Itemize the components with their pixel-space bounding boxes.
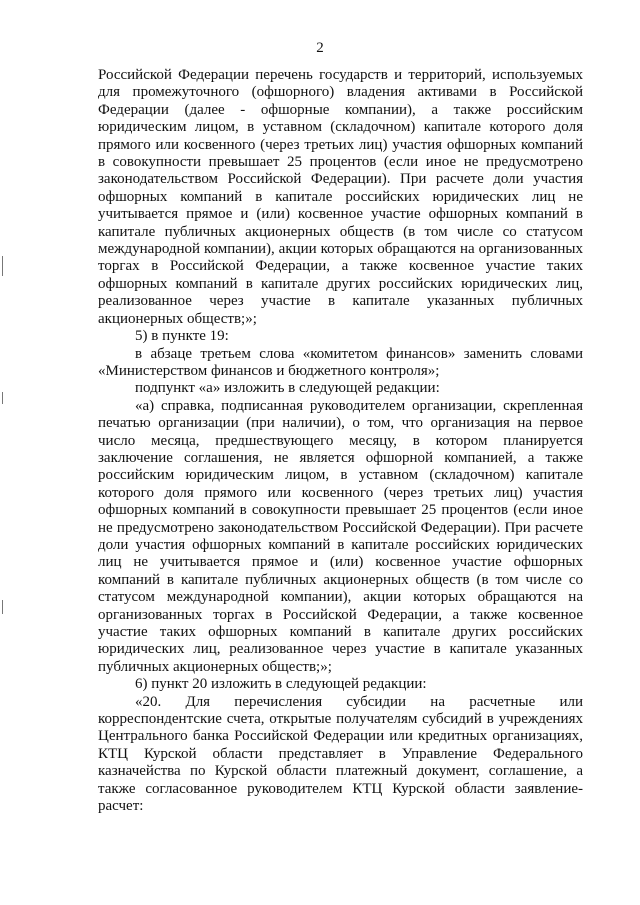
paragraph: 5) в пункте 19: (135, 328, 229, 345)
scan-edge-mark (2, 256, 3, 276)
paragraph: 6) пункт 20 изложить в следующей редакции: (135, 676, 427, 693)
paragraph: в абзаце третьем слова «комитетом финансов» заменить словами «Министерством финансов и бюджетного контроля»; (98, 345, 583, 379)
paragraph: Российской Федерации перечень государств и территорий, используемых для промежуточного (офшорного) владения активами в Российской Федерации (далее - офшорные компании), а также российским юридическим лицом, в уставном (складочном) капитале которого доля прямого или косвенного (через третьих лиц) участия офшорных компаний в совокупности превышает 25 процентов (если иное не предусмотрено законодательством Российской Федерации). При расчете доли участия офшорных компаний в капитале российских юридических лиц не учитывается прямое и (или) косвенное участие офшорных компаний в капитале публичных акционерных обществ (в том числе со статусом международной компании), акции которых обращаются на организованных торгах в Российской Федерации, а также косвенное участие таких офшорных компаний в капитале других российских юридических лиц, реализованное через участие в капитале указанных публичных акционерных обществ;»; (98, 67, 583, 327)
paragraph: подпункт «а» изложить в следующей редакции: (135, 380, 440, 397)
scan-edge-mark (2, 600, 3, 614)
scan-edge-mark (2, 392, 3, 404)
document-body (98, 67, 583, 815)
paragraph: «20. Для перечисления субсидии на расчетные или корреспондентские счета, открытые получателям субсидий в учреждениях Центрального банка Российской Федерации или кредитных организациях, КТЦ Курской области представляет в Управление Федерального казначейства по Курской области платежный документ, соглашение, а также согласованное руководителем КТЦ Курской области заявление-расчет: (98, 693, 583, 815)
page-number: 2 (316, 40, 324, 56)
paragraph: «а) справка, подписанная руководителем организации, скрепленная печатью организации (при наличии), о том, что организация на первое число месяца, предшествующего месяцу, в котором планируется заключение соглашения, не является офшорной компанией, а также российским юридическим лицом, в уставном (складочном) капитале которого доля прямого или косвенного (через третьих лиц) участия офшорных компаний в совокупности превышает 25 процентов (если иное не предусмотрено законодательством Российской Федерации). При расчете доли участия офшорных компаний в капитале российских юридических лиц не учитывается прямое и (или) косвенное участие офшорных компаний в капитале публичных акционерных обществ (в том числе со статусом международной компании), акции которых обращаются на организованных торгах в Российской Федерации, а также косвенное участие таких офшорных компаний в капитале других российских юридических лиц, реализованное через участие в капитале указанных публичных акционерных обществ;»; (98, 397, 583, 675)
